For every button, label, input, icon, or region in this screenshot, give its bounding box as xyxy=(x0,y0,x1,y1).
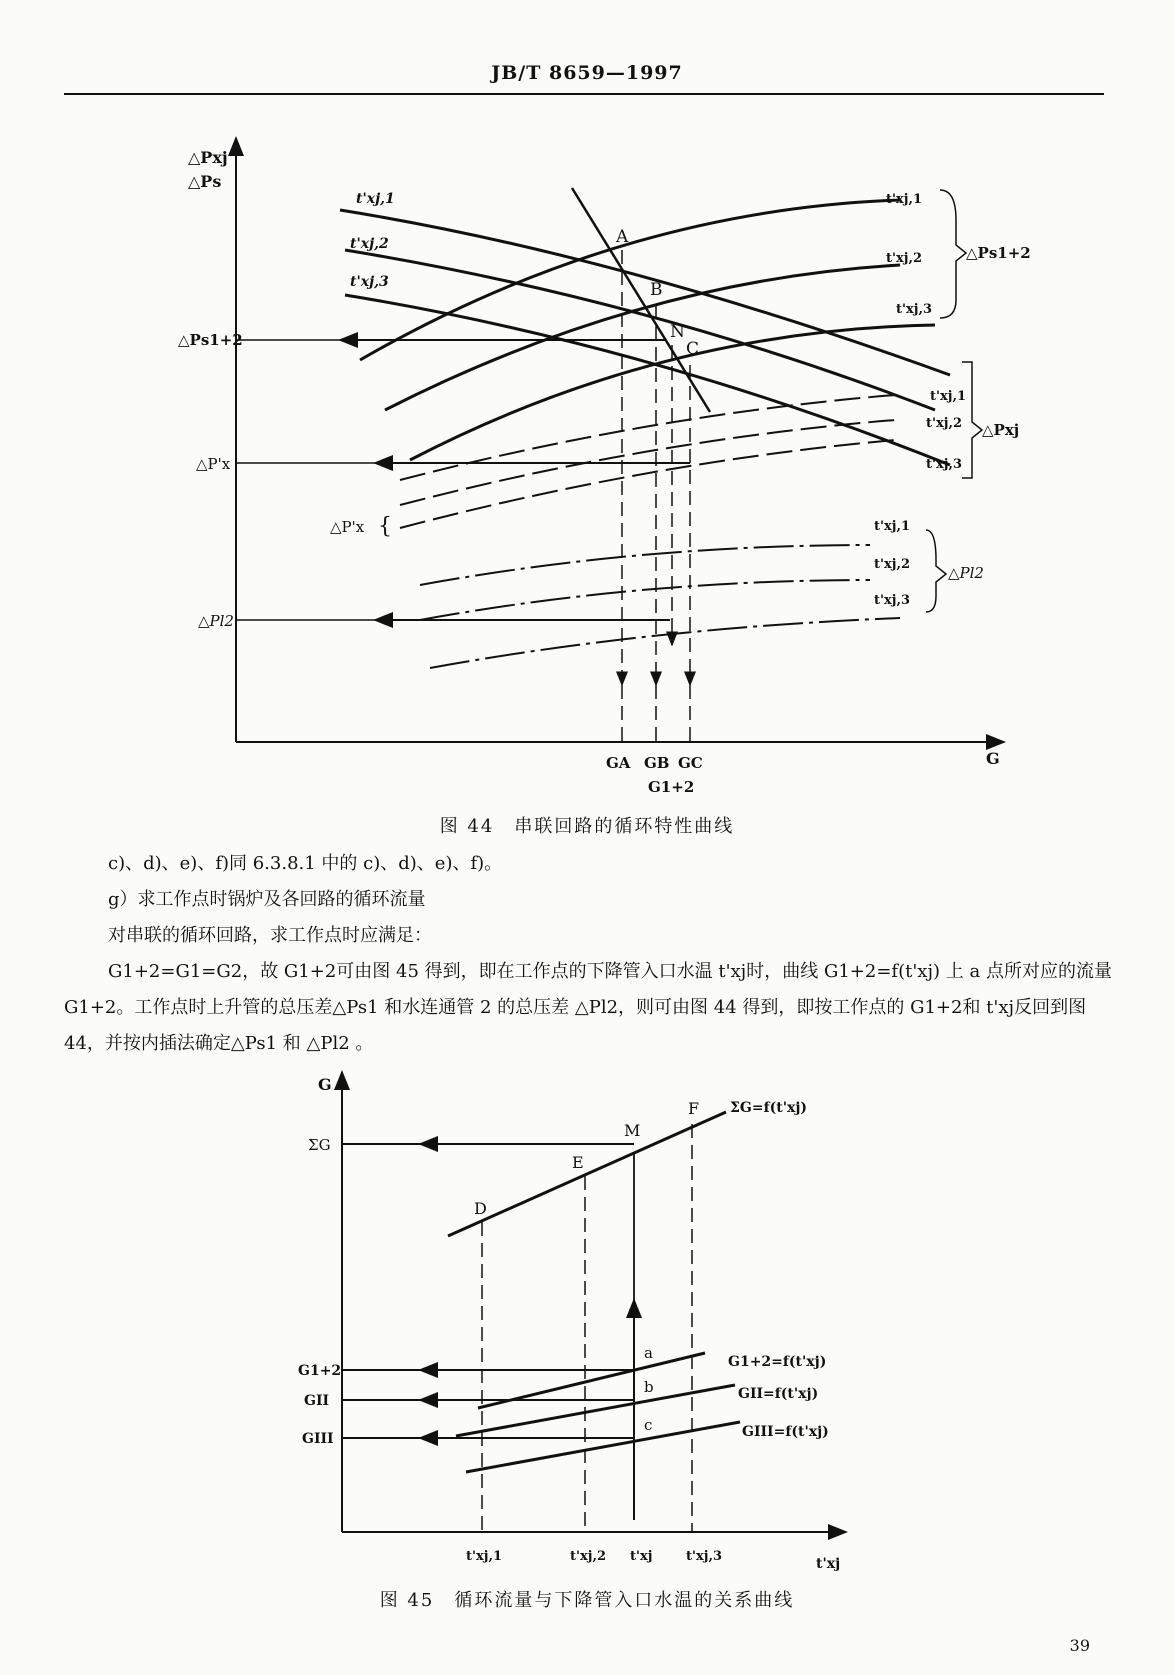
fig45-point-c: c xyxy=(644,1416,653,1434)
fig44-point-N: N xyxy=(670,322,685,342)
fig45-x-label: t'xj xyxy=(816,1556,841,1572)
fig44-curve-label-rt-3: t'xj,3 xyxy=(896,302,933,317)
fig45-point-M: M xyxy=(624,1121,641,1140)
fig44-point-B: B xyxy=(650,280,663,300)
fig45-left-label-G12: G1+2 xyxy=(298,1363,342,1379)
figure-44 xyxy=(0,0,1174,800)
fig44-curve-label-rm-1: t'xj,1 xyxy=(930,389,967,404)
fig44-group-label-ps12: △Ps1+2 xyxy=(966,244,1031,262)
fig45-point-E: E xyxy=(572,1153,584,1172)
fig45-point-F: F xyxy=(688,1099,700,1118)
fig45-xtick-3: t'xj,3 xyxy=(686,1549,723,1564)
fig44-point-A: A xyxy=(616,227,629,247)
fig44-group-label-pxj: △Pxj xyxy=(982,421,1020,439)
fig44-point-C: C xyxy=(686,339,700,359)
fig44-curve-falling-1 xyxy=(340,210,950,375)
figure-45-caption: 图 45 循环流量与下降管入口水温的关系曲线 xyxy=(379,1590,795,1611)
fig44-dashed-curve-3 xyxy=(400,440,895,528)
paragraph-4: G1+2=G1=G2，故 G1+2可由图 45 得到，即在工作点的下降管入口水温 t'xj时，曲线 G1+2=f(t'xj) 上 a 点所对应的流量 G1+2。工作点时上升管的总压差△Ps1 和水连通管 2 的总压差 △Pl2，则可由图 44 得到，即按工作点的 G1+2和 t'xj反回到图 44，并按内插法确定△Ps1 和 △Pl2 。 xyxy=(64,961,1112,1054)
fig44-x-label: G xyxy=(986,749,1000,768)
fig44-left-label-ps12: △Ps1+2 xyxy=(178,331,243,349)
fig44-group-label-pl2: △Pl2 xyxy=(948,564,984,582)
fig44-curve-label-rm-3: t'xj,3 xyxy=(926,457,963,472)
fig45-point-a: a xyxy=(644,1344,653,1362)
fig44-curve-label-rt-1: t'xj,1 xyxy=(886,192,923,207)
fig44-y-label-pxj: △Pxj xyxy=(188,148,228,167)
fig44-curve-label-rl-3: t'xj,3 xyxy=(874,593,911,608)
fig45-left-label-GII: GII xyxy=(304,1393,330,1409)
paragraph-3: 对串联的循环回路，求工作点时应满足： xyxy=(108,925,432,946)
fig45-curve-label-GIII: GIII=f(t'xj) xyxy=(742,1424,829,1440)
figure-44-caption: 图 44 串联回路的循环特性曲线 xyxy=(439,816,735,837)
fig44-brace-mid xyxy=(962,362,982,478)
fig44-curve-label-left-1: t'xj,1 xyxy=(356,191,395,207)
fig44-x-sub-label: G1+2 xyxy=(648,778,695,796)
fig45-curve-label-GII: GII=f(t'xj) xyxy=(738,1386,819,1402)
fig44-dashdot-curve-1 xyxy=(420,545,870,585)
fig45-xtick-1: t'xj,1 xyxy=(466,1549,503,1564)
fig45-y-label: G xyxy=(318,1075,332,1094)
fig45-xtick-2: t'xj,2 xyxy=(570,1549,607,1564)
fig44-y-label-ps: △Ps xyxy=(188,172,222,191)
fig45-point-D: D xyxy=(474,1199,487,1218)
fig44-curve-label-left-2: t'xj,2 xyxy=(350,236,389,252)
fig44-left-label-pl: △Pl2 xyxy=(198,612,234,630)
fig45-line-GII xyxy=(456,1385,735,1436)
fig44-dashdot-curve-2 xyxy=(420,580,870,620)
fig45-line-sumG xyxy=(448,1112,726,1236)
fig44-left-label-px: △P'x xyxy=(196,455,231,473)
fig45-curve-label-sumG: ΣG=f(t'xj) xyxy=(730,1100,808,1116)
fig45-curve-label-G12: G1+2=f(t'xj) xyxy=(728,1354,827,1370)
paragraph-1: c)、d)、e)、f)同 6.3.8.1 中的 c)、d)、e)、f)。 xyxy=(108,853,503,874)
fig44-curve-label-rt-2: t'xj,2 xyxy=(886,251,923,266)
fig44-curve-label-rl-2: t'xj,2 xyxy=(874,557,911,572)
fig44-curve-label-rm-2: t'xj,2 xyxy=(926,416,963,431)
fig44-dashdot-curve-3 xyxy=(430,618,900,668)
fig44-left-label-px2: △P'x xyxy=(330,518,365,536)
fig45-point-b: b xyxy=(644,1378,654,1396)
figure-45 xyxy=(0,1060,1174,1572)
fig44-brace-top xyxy=(940,190,966,318)
paragraph-2: g）求工作点时锅炉及各回路的循环流量 xyxy=(108,889,426,910)
fig45-left-label-sumG: ΣG xyxy=(308,1136,331,1154)
fig44-curve-label-left-3: t'xj,3 xyxy=(350,274,389,290)
fig44-brace-low xyxy=(926,530,946,612)
document-header: JB/T 8659—1997 xyxy=(491,62,683,84)
fig45-xtick-xj: t'xj xyxy=(630,1549,653,1564)
fig44-curve-rising-2 xyxy=(385,265,900,410)
fig44-dashed-curve-1 xyxy=(400,395,895,480)
fig45-left-label-GIII: GIII xyxy=(302,1431,334,1447)
fig44-xtick-GA: GA xyxy=(606,754,631,772)
fig44-xtick-GC: GC xyxy=(678,754,703,772)
fig44-curve-label-rl-1: t'xj,1 xyxy=(874,519,911,534)
fig44-xtick-GB: GB xyxy=(644,754,670,772)
fig45-line-GIII xyxy=(466,1422,740,1472)
page-number: 39 xyxy=(1069,1636,1090,1655)
fig44-brace-left: { xyxy=(378,514,392,539)
